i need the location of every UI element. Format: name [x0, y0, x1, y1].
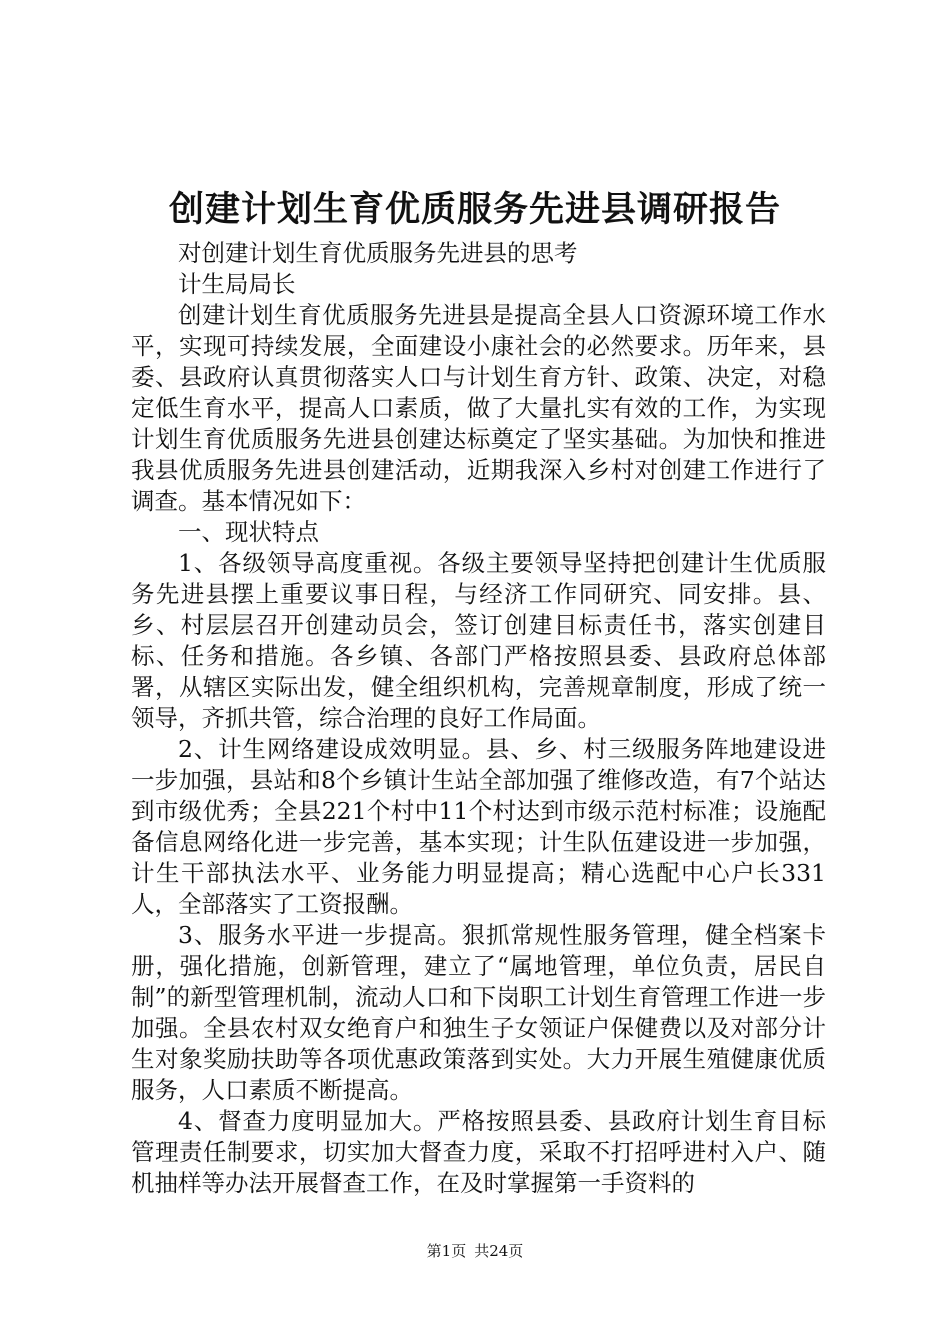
document-title: 创建计划生育优质服务先进县调研报告 [168, 189, 781, 230]
page-footer [0, 1240, 950, 1262]
page-number: 第1页 [426, 1242, 467, 1260]
paragraph-item-2: 2、计生网络建设成效明显。县、乡、村三级服务阵地建设进一步加强，县站和8个乡镇计生站全部加强了维修改造，有7个站达到市级优秀；全县221个村中11个村达到市级示范村标准；设施配备信息网络化进一步完善，基本实现；计生队伍建设进一步加强，计生干部执法水平、业务能力明显提高；精心选配中心户长331人，全部落实了工资报酬。 [131, 735, 826, 918]
section-heading: 一、现状特点 [178, 518, 319, 546]
paragraph-item-4: 4、督查力度明显加大。严格按照县委、县政府计划生育目标管理责任制要求，切实加大督查力度，采取不打招呼进村入户、随机抽样等办法开展督查工作，在及时掌握第一手资料的 [131, 1107, 826, 1197]
document-author: 计生局局长 [178, 270, 296, 298]
document-body [131, 238, 826, 1199]
paragraph-item-3: 3、服务水平进一步提高。狠抓常规性服务管理，健全档案卡册，强化措施，创新管理，建立了“属地管理，单位负责，居民自制”的新型管理机制，流动人口和下岗职工计划生育管理工作进一步加强。全县农村双女绝育户和独生子女领证户保健费以及对部分计生对象奖励扶助等各项优惠政策落到实处。大力开展生殖健康优质服务，人口素质不断提高。 [131, 921, 826, 1104]
page-total: 共24页 [474, 1242, 524, 1260]
paragraph-intro: 创建计划生育优质服务先进县是提高全县人口资源环境工作水平，实现可持续发展，全面建设小康社会的必然要求。历年来，县委、县政府认真贯彻落实人口与计划生育方针、政策、决定，对稳定低生育水平，提高人口素质，做了大量扎实有效的工作，为实现计划生育优质服务先进县创建达标奠定了坚实基础。为加快和推进我县优质服务先进县创建活动，近期我深入乡村对创建工作进行了调查。基本情况如下： [131, 301, 826, 515]
document-subtitle: 对创建计划生育优质服务先进县的思考 [178, 239, 578, 267]
paragraph-item-1: 1、各级领导高度重视。各级主要领导坚持把创建计生优质服务先进县摆上重要议事日程，与经济工作同研究、同安排。县、乡、村层层召开创建动员会，签订创建目标责任书，落实创建目标、任务和措施。各乡镇、各部门严格按照县委、县政府总体部署，从辖区实际出发，健全组织机构，完善规章制度，形成了统一领导，齐抓共管，综合治理的良好工作局面。 [131, 549, 826, 732]
